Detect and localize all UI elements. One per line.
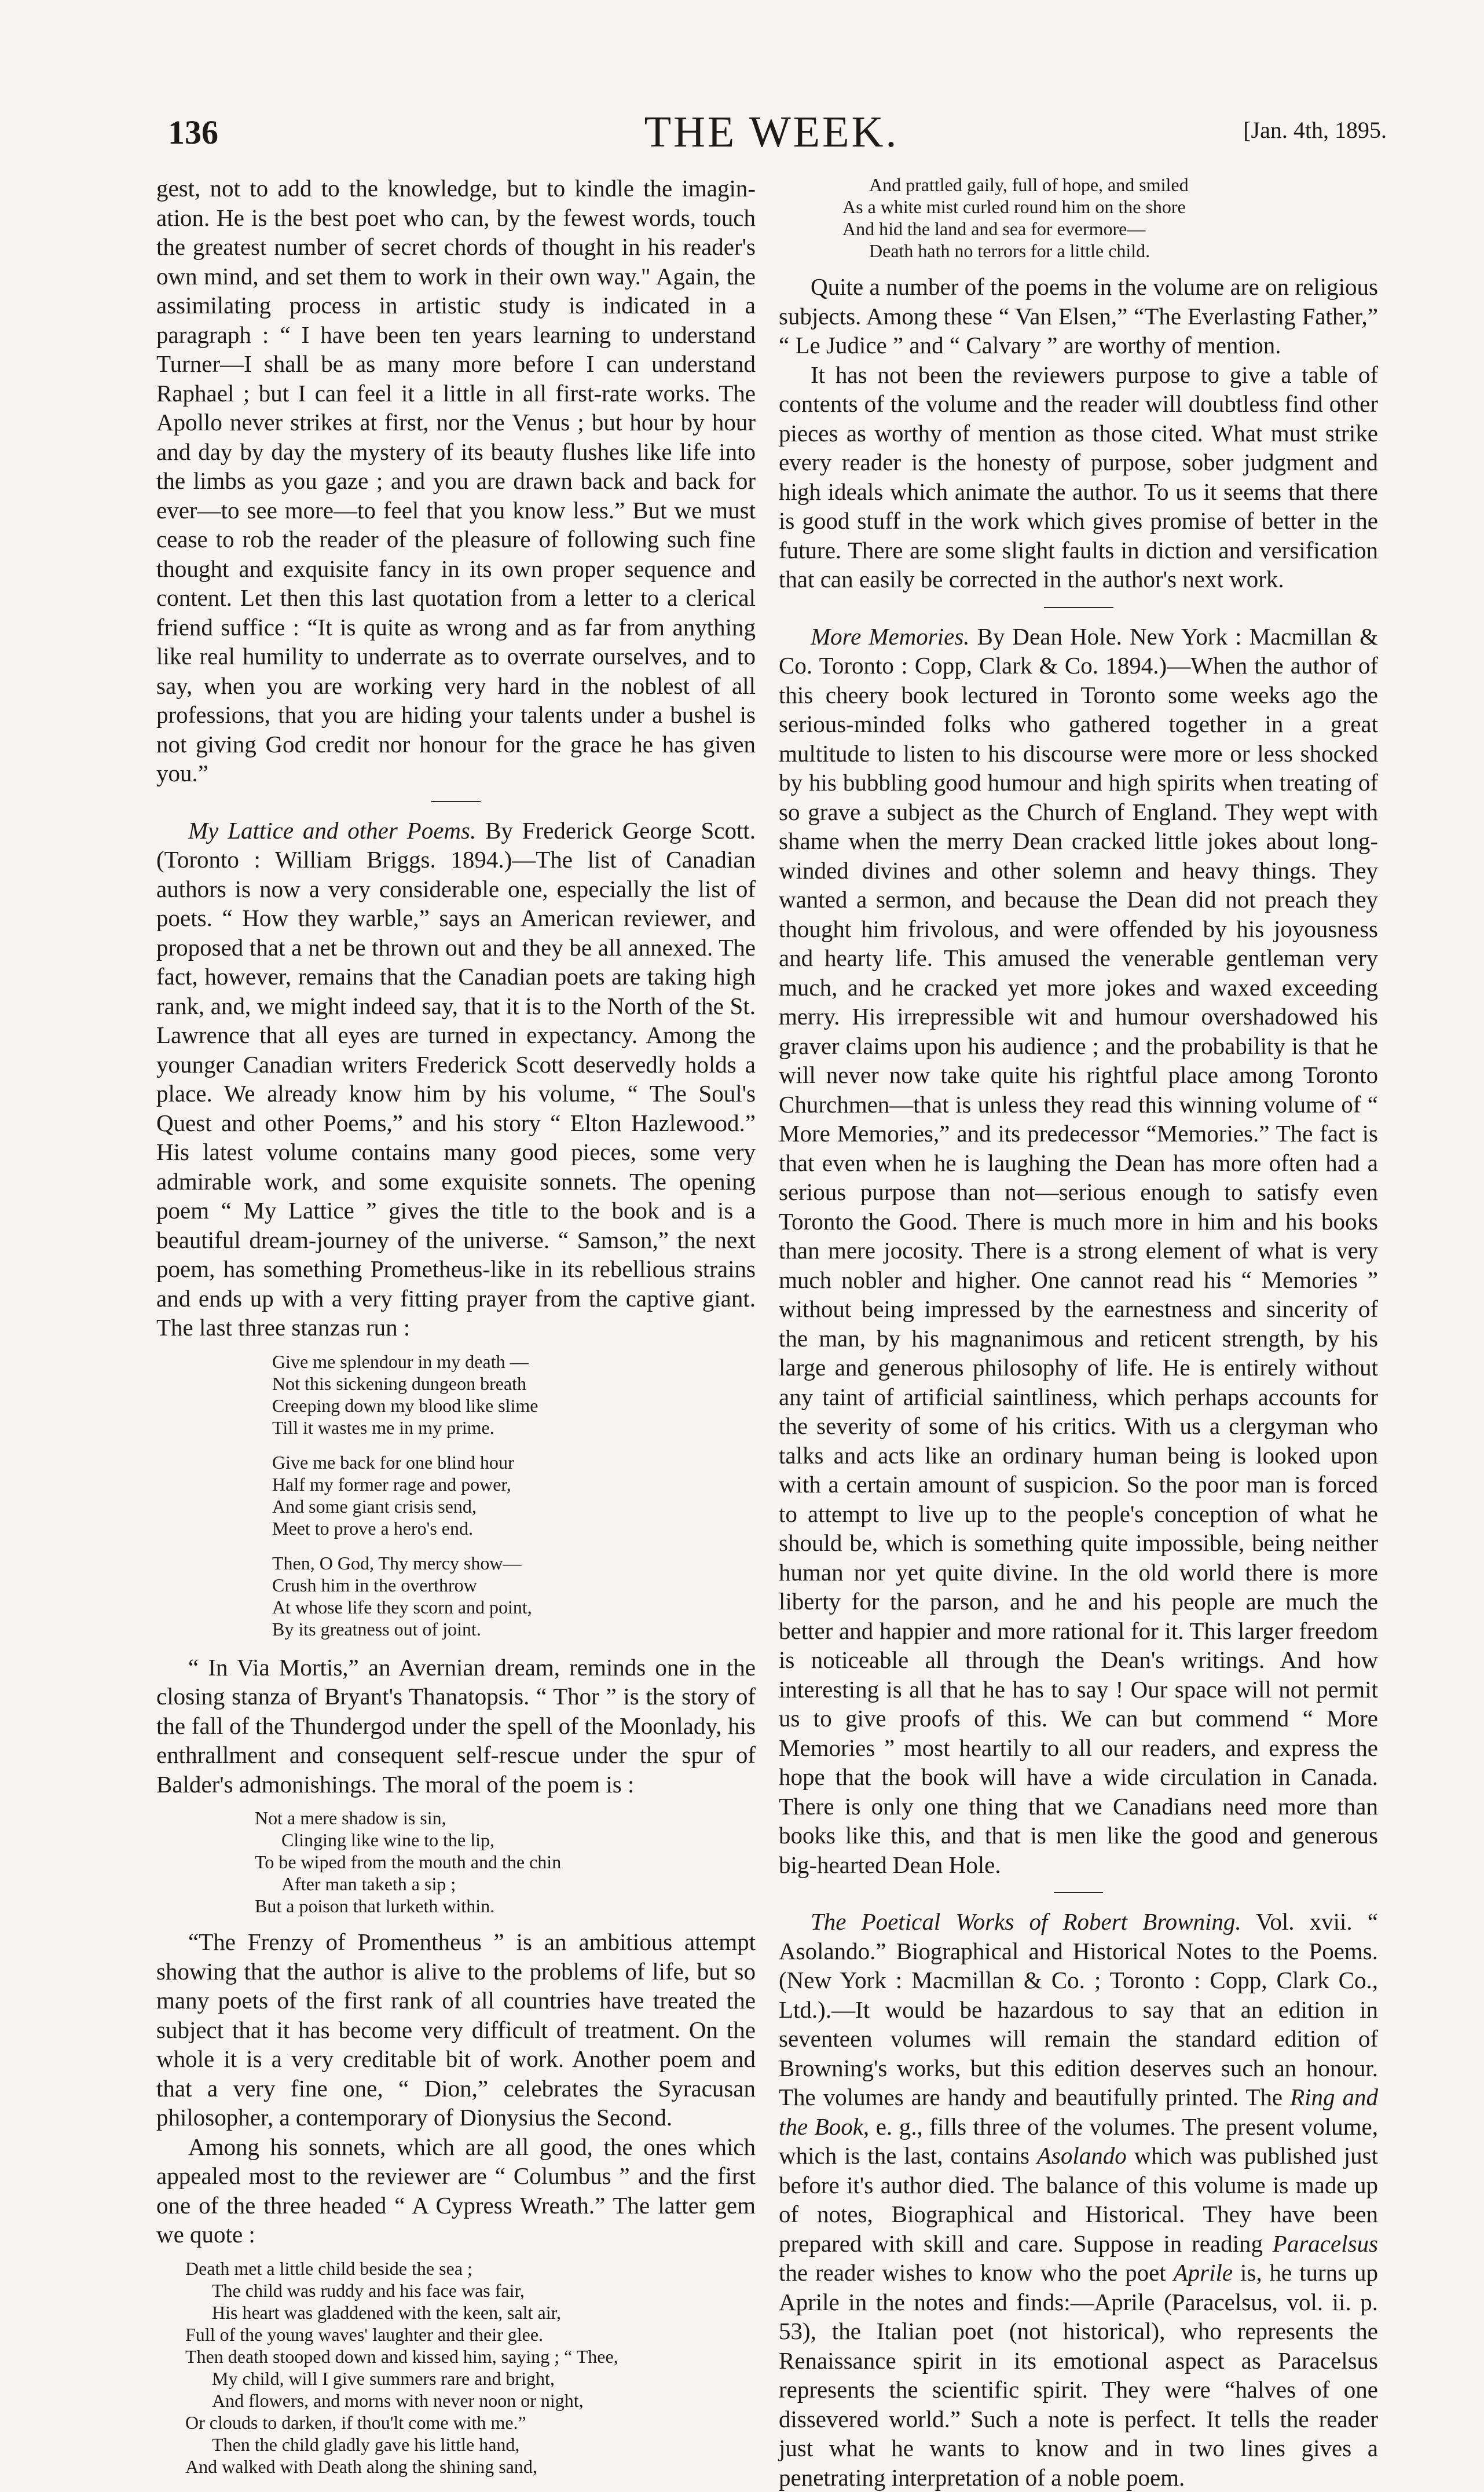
poem-line: Creeping down my blood like slime bbox=[272, 1395, 538, 1416]
poem-stanza bbox=[272, 1451, 756, 1539]
review-more-memories bbox=[779, 622, 1378, 1880]
poem-line: Or clouds to darken, if thou'lt come with me.” bbox=[185, 2412, 526, 2433]
poem-line: Death hath no terrors for a little child. bbox=[869, 240, 1150, 261]
poem-line: Give me splendour in my death — bbox=[272, 1351, 529, 1372]
poem-line: But a poison that lurketh within. bbox=[255, 1895, 495, 1916]
poem-line: And walked with Death along the shining sand, bbox=[185, 2456, 537, 2477]
review-body: By Frederick George Scott. (Toronto : William Briggs. 1894.)—The list of Canadian authors is now a very considerable one, especially the list of poets. “ How they warble,” says an American reviewer, and proposed that a net be thrown out and they be all annexed. The fact, however, remains that the Canadian poets are taking high rank, and, we might indeed say, that it is to the North of the St. Lawrence that all eyes are turned in expectancy. Among the younger Canadian writers Frederick Scott deservedly holds a place. We already know him by his volume, “ The Soul's Quest and other Poems,” and his story “ Elton Hazlewood.” His latest volume contains many good pieces, some very admirable work, and some exquisite sonnets. The opening poem “ My Lattice ” gives the title to the book and is a beautiful dream-journey of the universe. “ Samson,” the next poem, has something Prometheus-like in its rebellious strains and ends up with a very fitting prayer from the captive giant. The last three stanzas run : bbox=[156, 817, 756, 1341]
poem-cypress-wreath bbox=[156, 2257, 756, 2478]
review-title: My Lattice and other Poems. bbox=[188, 817, 477, 844]
review-body: Vol. xvii. “ Asolando.” Biographical and Historical Notes to the Poems. (New York : Macmillan & Co. ; Toronto : Copp, Clark Co., Ltd.).—It would be hazardous to say that an edition in seventeen volumes will remain the standard edition of Browning's works, but this edition deserves such an honour. The volumes are handy and beautifully printed. The bbox=[779, 1908, 1378, 2110]
paragraph-reviewers: It has not been the reviewers purpose to give a table of contents of the volume and the reader will doubtless find other pieces as worthy of mention as those cited. What must strike every reader is the honesty of purpose, sober judgment and high ideals which animate the author. To us it seems that there is good stuff in the work which gives promise of better in the future. There are some slight faults in diction and versification that can easily be corrected in the author's next work. bbox=[779, 361, 1378, 592]
poem-line: And hid the land and sea for evermore— bbox=[842, 218, 1146, 239]
review-body: which was published just before it's author died. The balance of this volume is made up of notes, Biographical and Historical. They have been prepared with skill and care. Suppose in reading bbox=[779, 2142, 1379, 2257]
review-body: is, he turns up Aprile in the notes and finds:—Aprile (Paracelsus, vol. ii. p. 53), the Italian poet (not historical), who represents the Renaissance spirit in its emotional aspect as Paracelsus represents the scientific spirit. They were “halves of one dissevered world.” Such a note is perfect. It tells the reader just what he wants to know and in two lines gives a penetrating interpretation of a noble poem. bbox=[779, 2259, 1378, 2491]
poem-thor bbox=[156, 1807, 756, 1917]
poem-line: My child, will I give summers rare and bright, bbox=[212, 2367, 555, 2389]
review-body: the reader wishes to know who the poet bbox=[779, 2259, 1174, 2286]
poem-line: To be wiped from the mouth and the chin bbox=[255, 1851, 562, 1872]
poem-line: Give me back for one blind hour bbox=[272, 1451, 514, 1473]
review-body: By Dean Hole. New York : Macmillan & Co. Toronto : Copp, Clark & Co. 1894.)—When the author of this cheery book lectured in Toronto some weeks ago the serious-minded folks who gathered together in a great multitude to listen to his discourse were more or less shocked by his bubbling good humour and high spirits when treating of so grave a subject as the Church of England. They wept with shame when the merry Dean cracked little jokes about long-winded divines and other solemn and heavy things. They wanted a sermon, and because the Dean did not preach they thought him frivolous, and were offended by his joyousness and hearty life. This amused the venerable gentleman very much, and he cracked yet more jokes and waxed exceeding merry. His irrepressible wit and humour overshadowed his graver claims upon his audience ; and the probability is that he will never now take quite his rightful place among Toronto Churchmen—that is unless they read this winning volume of “ More Memories,” and its predecessor “Memories.” The fact is that even when he is laughing the Dean has more often had a serious purpose than not—serious enough to satisfy even Toronto the Good. There is much more in him and his books than mere jocosity. There is a strong element of what is very much nobler and higher. One cannot read his “ Memories ” without being impressed by the earnestness and sincerity of the man, by his magnanimous and reticent strength, by his large and generous philosophy of life. He is entirely without any taint of artificial saintliness, which perhaps accounts for the severity of some of his critics. With us a clergyman who talks and acts like an ordinary human being is looked upon with a certain amount of suspicion. So the poor man is forced to attempt to live up to the people's conception of what he should be, which is something quite impossible, being neither human nor yet quite divine. In the old world there is more liberty for the parson, and he and his people are much the better and happier and more rational for it. This larger freedom is noticeable all through the Dean's writings. And how interesting is all that he has to say ! Our space will not permit us to give proofs of this. We can but commend “ More Memories ” most heartily to all our readers, and express the hope that the book will have a wide circulation in Canada. There is only one thing that we Canadians need more than books like this, and that is men like the good and generous big-hearted Dean Hole. bbox=[779, 623, 1379, 1878]
section-divider bbox=[1054, 1892, 1103, 1893]
paragraph-frenzy: “The Frenzy of Promentheus ” is an ambitious attempt showing that the author is alive to the problems of life, but so many poets of the first rank of all countries have treated the subject that it has become very difficult of treatment. On the whole it is a very creditable bit of work. Another poem and that a very fine one, “ Dion,” celebrates the Syracusan philosopher, a contemporary of Dionysius the Second. bbox=[156, 1929, 756, 2131]
review-title: More Memories. bbox=[811, 623, 970, 650]
poem-line: Death met a little child beside the sea ; bbox=[185, 2257, 472, 2279]
poem-line: After man taketh a sip ; bbox=[281, 1873, 456, 1894]
character-name: Aprile bbox=[1173, 2259, 1233, 2286]
poem-line: Then the child gladly gave his little hand, bbox=[212, 2434, 520, 2455]
poem-line: The child was ruddy and his face was fair, bbox=[212, 2279, 525, 2301]
poem-line: Full of the young waves' laughter and their glee. bbox=[185, 2323, 544, 2345]
page-number: 136 bbox=[168, 114, 218, 151]
paragraph-via-mortis: “ In Via Mortis,” an Avernian dream, reminds one in the closing stanza of Bryant's Thanatopsis. “ Thor ” is the story of the fall of the Thundergod under the spell of the Moonlady, his enthrallment and consequent self-rescue under the spur of Balder's admonishings. The moral of the poem is : bbox=[156, 1653, 756, 1798]
poem-line: And prattled gaily, full of hope, and smiled bbox=[869, 174, 1189, 195]
paragraph-religious: Quite a number of the poems in the volume are on religious subjects. Among these “ Van Elsen,” “The Everlasting Father,” “ Le Judice ” and “ Calvary ” are worthy of mention. bbox=[779, 273, 1378, 358]
review-lattice bbox=[156, 816, 756, 1342]
poem-line: At whose life they scorn and point, bbox=[272, 1596, 532, 1618]
left-column bbox=[156, 174, 756, 2488]
review-browning bbox=[779, 1907, 1378, 2492]
review-title: The Poetical Works of Robert Browning. bbox=[811, 1908, 1241, 1935]
poem-line: Then, O God, Thy mercy show— bbox=[272, 1552, 522, 1573]
poem-line: As a white mist curled round him on the shore bbox=[842, 196, 1186, 217]
poem-line: Till it wastes me in my prime. bbox=[272, 1417, 494, 1438]
poem-stanza bbox=[272, 1552, 756, 1640]
section-divider bbox=[431, 801, 481, 802]
poem-line: By its greatness out of joint. bbox=[272, 1618, 481, 1640]
poem-cypress-continued bbox=[779, 174, 1378, 262]
poem-line: Not this sickening dungeon breath bbox=[272, 1373, 527, 1394]
section-divider bbox=[1044, 607, 1113, 608]
book-title: Paracelsus bbox=[1272, 2230, 1378, 2257]
article-continuation: gest, not to add to the knowledge, but to kindle the imagination. He is the best poet who can, by the fewest words, touch the greatest number of secret chords of thought in his reader's own mind, and set them to work in their own way." Again, the assimilating process in artistic study is indicated in a paragraph : “ I have been ten years learning to understand Turner—I shall be as many more before I can understand Raphael ; but I can feel it a little in all first-rate works. The Apollo never strikes at first, nor the Venus ; but hour by hour and day by day the mystery of its beauty flushes like life into the limbs as you gaze ; and you are drawn back and back for ever—to see more—to feel that you know less.” But we must cease to rob the reader of the pleasure of following such fine thought and exquisite fancy in its own proper sequence and content. Let then this last quotation from a letter to a clerical friend suffice : “It is quite as wrong and as far from anything like real humility to underrate as to overrate ourselves, and to say, when you are working very hard in the noblest of all professions, that you are hiding your talents under a bushel is not giving God credit nor honour for the grace he has given you.” bbox=[156, 175, 756, 786]
poem-line: His heart was gladdened with the keen, salt air, bbox=[212, 2301, 561, 2323]
poem-line: And flowers, and morns with never noon or night, bbox=[212, 2389, 584, 2411]
poem-line: And some giant crisis send, bbox=[272, 1495, 477, 1517]
page-header bbox=[156, 107, 1387, 165]
poem-line: Then death stooped down and kissed him, saying ; “ Thee, bbox=[185, 2345, 618, 2367]
book-title: Asolando bbox=[1036, 2142, 1127, 2169]
poem-samson bbox=[156, 1351, 756, 1640]
issue-date: [Jan. 4th, 1895. bbox=[1243, 117, 1387, 143]
poem-line: Not a mere shadow is sin, bbox=[255, 1807, 446, 1828]
review-body: , e. g., fills three of the volumes. The present volume, which is the last, contains bbox=[779, 2113, 1378, 2169]
book-title: Ring and the Book bbox=[779, 2084, 1379, 2140]
poem-line: Crush him in the overthrow bbox=[272, 1574, 477, 1596]
poem-line: Half my former rage and power, bbox=[272, 1473, 511, 1495]
right-column bbox=[779, 174, 1378, 2492]
poem-line: Clinging like wine to the lip, bbox=[281, 1829, 494, 1850]
paragraph-sonnets: Among his sonnets, which are all good, the ones which appealed most to the reviewer are “ Columbus ” and the first one of the three headed “ A Cypress Wreath.” The latter gem we quote : bbox=[156, 2133, 756, 2248]
poem-line: Meet to prove a hero's end. bbox=[272, 1517, 473, 1539]
masthead-title: THE WEEK. bbox=[644, 108, 899, 156]
poem-stanza bbox=[272, 1351, 756, 1439]
